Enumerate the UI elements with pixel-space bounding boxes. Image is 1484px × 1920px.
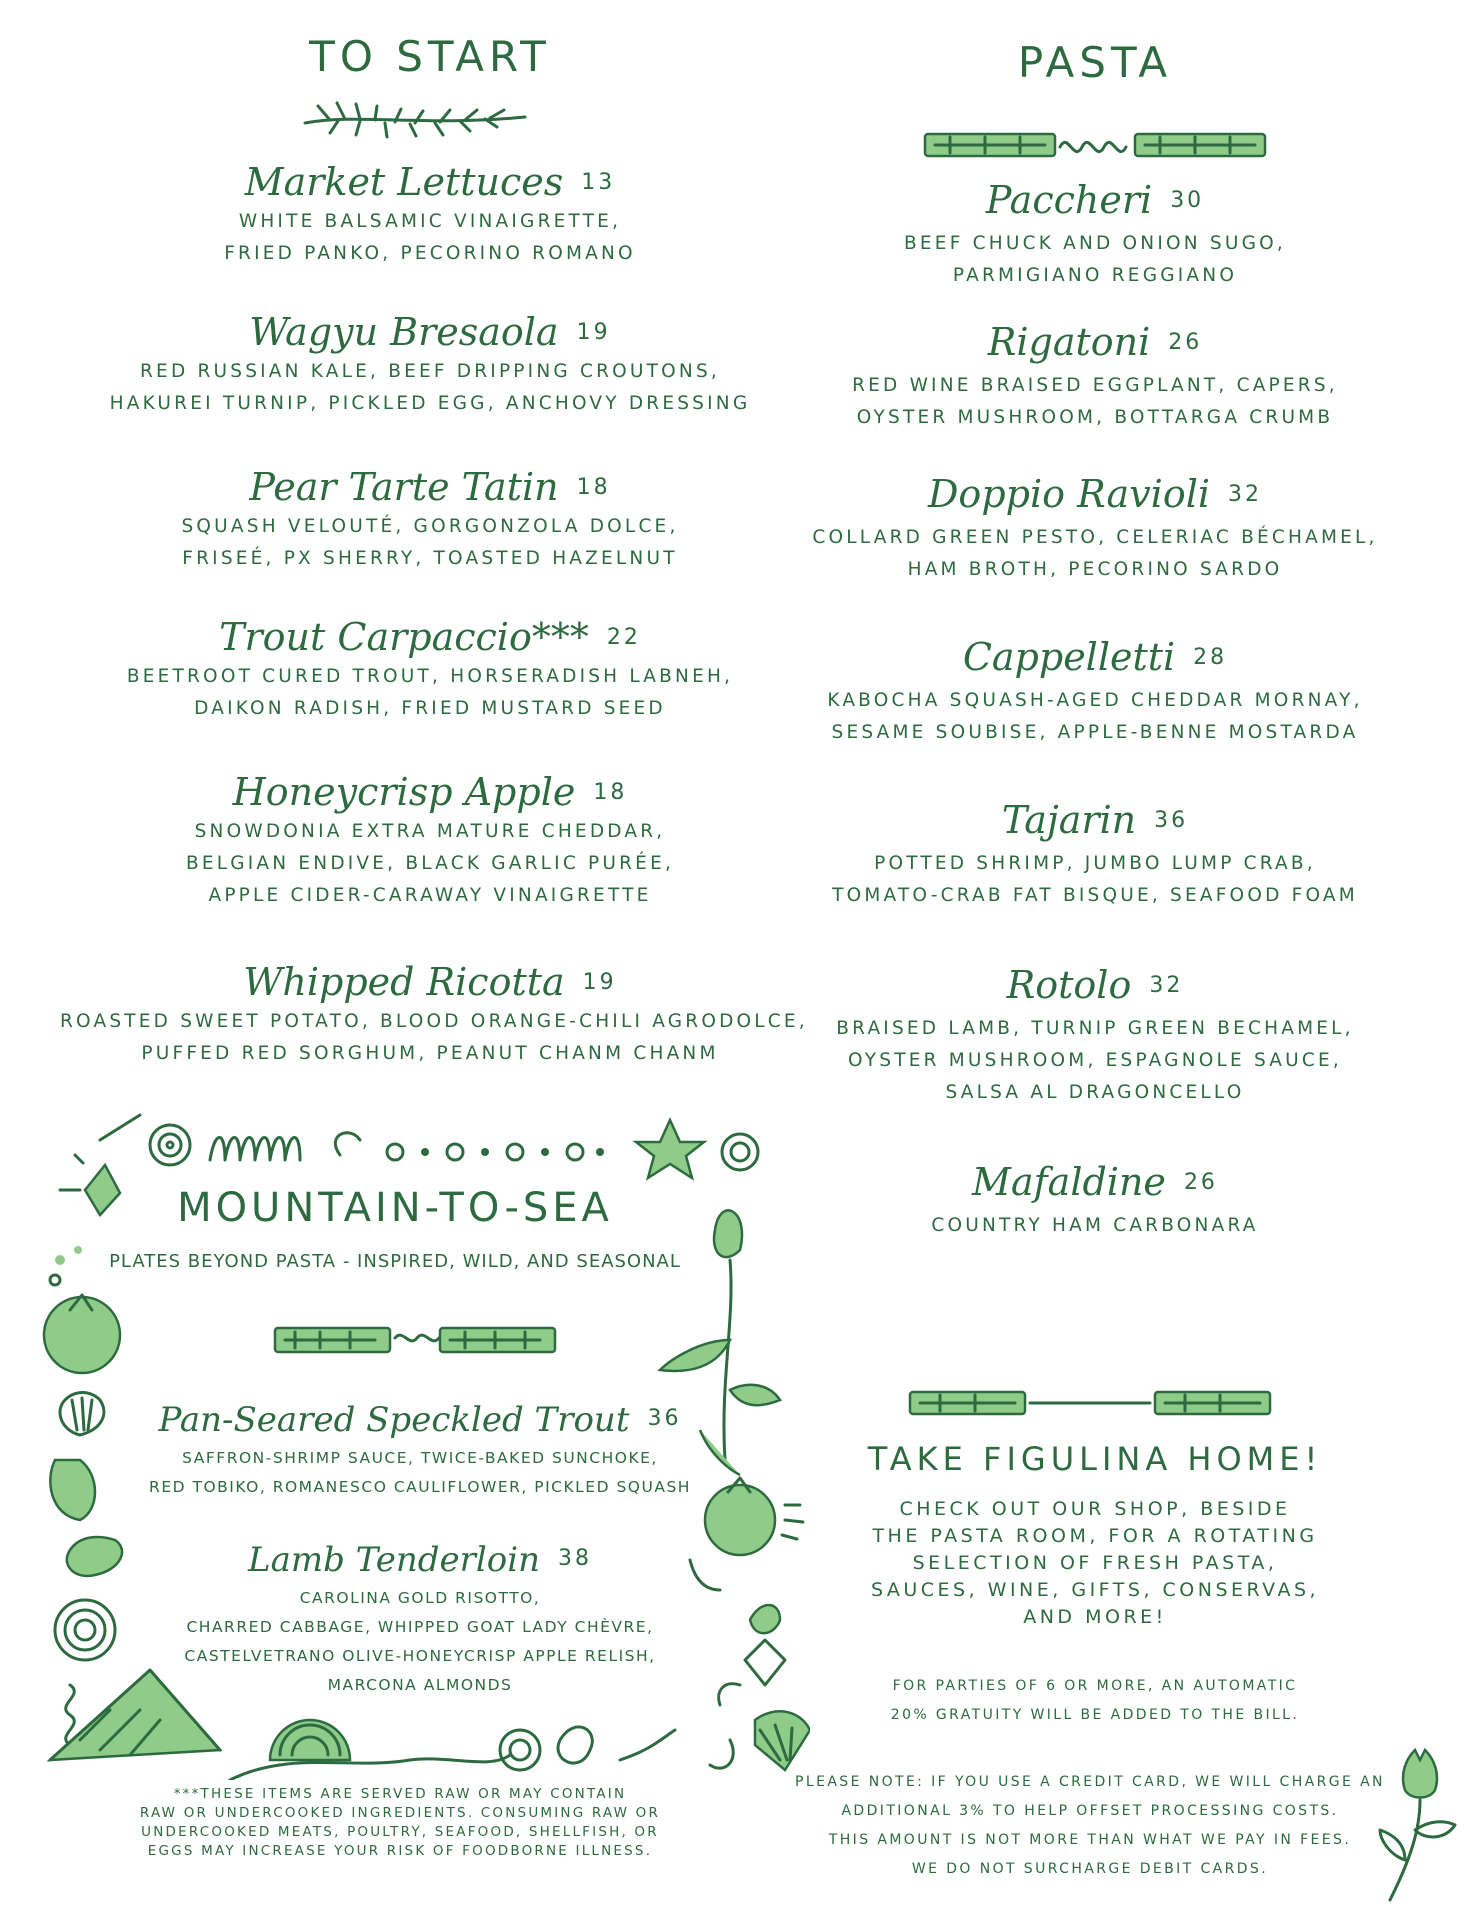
menu-item-title	[60, 770, 800, 814]
menu-item	[800, 635, 1390, 749]
dish-name: Tajarin	[1001, 798, 1137, 842]
raw-items-disclaimer	[120, 1785, 680, 1861]
dish-description	[800, 685, 1390, 749]
dish-name: Pan-Seared Speckled Trout	[158, 1400, 630, 1440]
dish-description-line: SAFFRON-SHRIMP SAUCE, TWICE-BAKED SUNCHOKE,	[182, 1449, 658, 1467]
dish-name: Pear Tarte Tatin	[249, 465, 559, 509]
menu-item	[60, 770, 800, 912]
dish-description-line: TOMATO-CRAB FAT BISQUE, SEAFOOD FOAM	[832, 885, 1358, 906]
dish-name: Market Lettuces	[244, 160, 564, 204]
menu-item	[800, 1160, 1390, 1242]
menu-item	[140, 1540, 700, 1700]
dish-description-line: BELGIAN ENDIVE, BLACK GARLIC PURÉE,	[185, 853, 675, 874]
dish-name: Cappelletti	[962, 635, 1176, 679]
take-home-line: THE PASTA ROOM, FOR A ROTATING	[872, 1525, 1318, 1547]
dish-description	[60, 356, 800, 420]
disclaimer-line: RAW OR UNDERCOOKED INGREDIENTS. CONSUMING RAW OR	[139, 1805, 661, 1821]
dish-description-line: HAKUREI TURNIP, PICKLED EGG, ANCHOVY DRESSING	[109, 393, 751, 414]
take-home-line: AND MORE!	[1023, 1606, 1167, 1628]
dish-price: 19	[576, 320, 611, 345]
dish-name: Rigatoni	[987, 320, 1151, 364]
dish-description	[800, 522, 1390, 586]
dish-description-line: CAROLINA GOLD RISOTTO,	[299, 1589, 541, 1607]
menu-item-title	[140, 1540, 700, 1580]
dish-description	[800, 370, 1390, 434]
disclaimer-line: ***THESE ITEMS ARE SERVED RAW OR MAY CONTAIN	[173, 1786, 627, 1802]
dish-description-line: PUFFED RED SORGHUM, PEANUT CHANM CHANM	[141, 1043, 719, 1064]
dish-price: 28	[1193, 645, 1228, 670]
disclaimer-line: UNDERCOOKED MEATS, POULTRY, SEAFOOD, SHELLFISH, OR	[141, 1824, 659, 1840]
dish-price: 19	[582, 970, 617, 995]
dish-description-line: BEEF CHUCK AND ONION SUGO,	[904, 233, 1286, 254]
menu-item-title	[60, 160, 800, 204]
dish-description	[60, 661, 800, 725]
dish-description	[60, 816, 800, 912]
dish-price: 32	[1149, 973, 1184, 998]
dish-description	[800, 1013, 1390, 1109]
dish-description	[60, 206, 800, 270]
dish-description-line: ROASTED SWEET POTATO, BLOOD ORANGE-CHILI AGRODOLCE,	[60, 1011, 808, 1032]
menu-item	[60, 615, 800, 725]
dish-description	[800, 1210, 1390, 1242]
dish-price: 36	[647, 1406, 682, 1431]
pasta-section	[790, 38, 1400, 87]
dish-description-line: SESAME SOUBISE, APPLE-BENNE MOSTARDA	[831, 722, 1359, 743]
dish-price: 18	[576, 475, 611, 500]
menu-item	[800, 472, 1390, 586]
card-note-line: THIS AMOUNT IS NOT MORE THAN WHAT WE PAY IN FEES.	[828, 1832, 1352, 1848]
dish-description-line: OYSTER MUSHROOM, BOTTARGA CRUMB	[856, 407, 1334, 428]
card-note-line: ADDITIONAL 3% TO HELP OFFSET PROCESSING COSTS.	[841, 1803, 1339, 1819]
to-start-heading: TO START	[309, 32, 551, 81]
dish-name: Whipped Ricotta	[243, 960, 565, 1004]
dish-description-line: OYSTER MUSHROOM, ESPAGNOLE SAUCE,	[848, 1050, 1342, 1071]
dish-price: 13	[581, 170, 616, 195]
dish-description-line: SNOWDONIA EXTRA MATURE CHEDDAR,	[194, 821, 666, 842]
menu-item	[60, 310, 800, 420]
dish-description	[140, 1444, 700, 1502]
pasta-divider-icon	[270, 1316, 560, 1364]
menu-item-title	[60, 615, 800, 659]
menu-item-title	[60, 465, 800, 509]
dish-description-line: KABOCHA SQUASH-AGED CHEDDAR MORNAY,	[827, 690, 1363, 711]
dish-price: 36	[1154, 808, 1189, 833]
menu-item	[60, 160, 800, 270]
mountain-to-sea-section	[80, 1185, 710, 1272]
dish-description-line: CHARRED CABBAGE, WHIPPED GOAT LADY CHÈVRE,	[186, 1618, 654, 1636]
dish-name: Paccheri	[985, 178, 1153, 222]
dish-description	[60, 511, 800, 575]
dish-description-line: FRISEÉ, PX SHERRY, TOASTED HAZELNUT	[182, 548, 678, 569]
rosemary-sprig-icon	[300, 95, 530, 145]
dish-price: 26	[1168, 330, 1203, 355]
dish-description-line: HAM BROTH, PECORINO SARDO	[907, 559, 1283, 580]
pasta-divider-icon	[905, 1382, 1280, 1424]
pasta-heading: PASTA	[1017, 38, 1173, 87]
mountain-to-sea-subheading: PLATES BEYOND PASTA - INSPIRED, WILD, AND SEASONAL	[109, 1251, 681, 1272]
gratuity-note	[800, 1672, 1390, 1730]
dish-description	[60, 1006, 808, 1070]
dish-name: Wagyu Bresaola	[249, 310, 559, 354]
card-note-line: WE DO NOT SURCHARGE DEBIT CARDS.	[911, 1861, 1269, 1877]
take-home-text	[800, 1496, 1390, 1631]
gratuity-line: FOR PARTIES OF 6 OR MORE, AN AUTOMATIC	[892, 1678, 1298, 1694]
dish-description-line: FRIED PANKO, PECORINO ROMANO	[224, 243, 636, 264]
dish-description-line: DAIKON RADISH, FRIED MUSTARD SEED	[194, 698, 666, 719]
dish-description-line: WHITE BALSAMIC VINAIGRETTE,	[238, 211, 622, 232]
dish-name: Mafaldine	[972, 1160, 1166, 1204]
dish-price: 26	[1183, 1170, 1218, 1195]
take-home-section	[800, 1440, 1390, 1631]
dish-description-line: BRAISED LAMB, TURNIP GREEN BECHAMEL,	[836, 1018, 1354, 1039]
dish-description-line: BEETROOT CURED TROUT, HORSERADISH LABNEH,	[126, 666, 734, 687]
menu-item-title	[800, 1160, 1390, 1204]
tulip-icon	[1375, 1740, 1465, 1910]
dish-price: 32	[1228, 482, 1263, 507]
dish-description	[800, 848, 1390, 912]
dish-price: 30	[1170, 188, 1205, 213]
dish-description-line: POTTED SHRIMP, JUMBO LUMP CRAB,	[874, 853, 1316, 874]
to-start-section	[60, 32, 800, 81]
take-home-heading: TAKE FIGULINA HOME!	[867, 1440, 1323, 1478]
menu-item	[800, 963, 1390, 1109]
dish-description	[800, 228, 1390, 292]
take-home-line: CHECK OUT OUR SHOP, BESIDE	[899, 1498, 1291, 1520]
menu-item	[800, 178, 1390, 292]
dish-description	[140, 1584, 700, 1700]
dish-price: 22	[606, 625, 641, 650]
dish-name: Honeycrisp Apple	[232, 770, 576, 814]
dish-description-line: RED WINE BRAISED EGGPLANT, CAPERS,	[852, 375, 1338, 396]
dish-description-line: APPLE CIDER-CARAWAY VINAIGRETTE	[208, 885, 652, 906]
dish-description-line: PARMIGIANO REGGIANO	[952, 265, 1238, 286]
menu-item-title	[800, 963, 1390, 1007]
dish-description-line: MARCONA ALMONDS	[327, 1676, 513, 1694]
menu-item	[60, 465, 800, 575]
menu-item-title	[800, 798, 1390, 842]
take-home-line: SAUCES, WINE, GIFTS, CONSERVAS,	[870, 1579, 1320, 1601]
dish-description-line: COUNTRY HAM CARBONARA	[931, 1215, 1259, 1236]
menu-item-title	[800, 320, 1390, 364]
menu-item	[60, 960, 808, 1070]
dish-description-line: COLLARD GREEN PESTO, CELERIAC BÉCHAMEL,	[812, 527, 1378, 548]
card-note-line: PLEASE NOTE: IF YOU USE A CREDIT CARD, WE WILL CHARGE AN	[795, 1774, 1385, 1790]
dish-name: Trout Carpaccio***	[219, 615, 589, 659]
dish-price: 38	[557, 1546, 592, 1571]
menu-item-title	[800, 635, 1390, 679]
menu-item	[800, 320, 1390, 434]
menu-item-title	[140, 1400, 700, 1440]
disclaimer-line: EGGS MAY INCREASE YOUR RISK OF FOODBORNE ILLNESS.	[147, 1843, 653, 1859]
menu-item-title	[60, 960, 800, 1004]
dish-description-line: SQUASH VELOUTÉ, GORGONZOLA DOLCE,	[181, 516, 679, 537]
dish-description-line: RED RUSSIAN KALE, BEEF DRIPPING CROUTONS,	[140, 361, 720, 382]
dish-name: Doppio Ravioli	[927, 472, 1211, 516]
mountain-to-sea-heading: MOUNTAIN-TO-SEA	[177, 1185, 613, 1231]
dish-description-line: RED TOBIKO, ROMANESCO CAULIFLOWER, PICKLED SQUASH	[149, 1478, 691, 1496]
credit-card-note	[790, 1768, 1390, 1884]
pasta-divider-icon	[920, 122, 1270, 167]
dish-price: 18	[593, 780, 628, 805]
dish-description-line: SALSA AL DRAGONCELLO	[945, 1082, 1245, 1103]
menu-item-title	[800, 178, 1390, 222]
dish-description-line: CASTELVETRANO OLIVE-HONEYCRISP APPLE RELISH,	[184, 1647, 656, 1665]
take-home-line: SELECTION OF FRESH PASTA,	[912, 1552, 1278, 1574]
dish-name: Rotolo	[1006, 963, 1132, 1007]
menu-item-title	[800, 472, 1390, 516]
menu-item-title	[60, 310, 800, 354]
menu-item	[140, 1400, 700, 1502]
menu-item	[800, 798, 1390, 912]
dish-name: Lamb Tenderloin	[248, 1540, 540, 1580]
gratuity-line: 20% GRATUITY WILL BE ADDED TO THE BILL.	[890, 1707, 1300, 1723]
